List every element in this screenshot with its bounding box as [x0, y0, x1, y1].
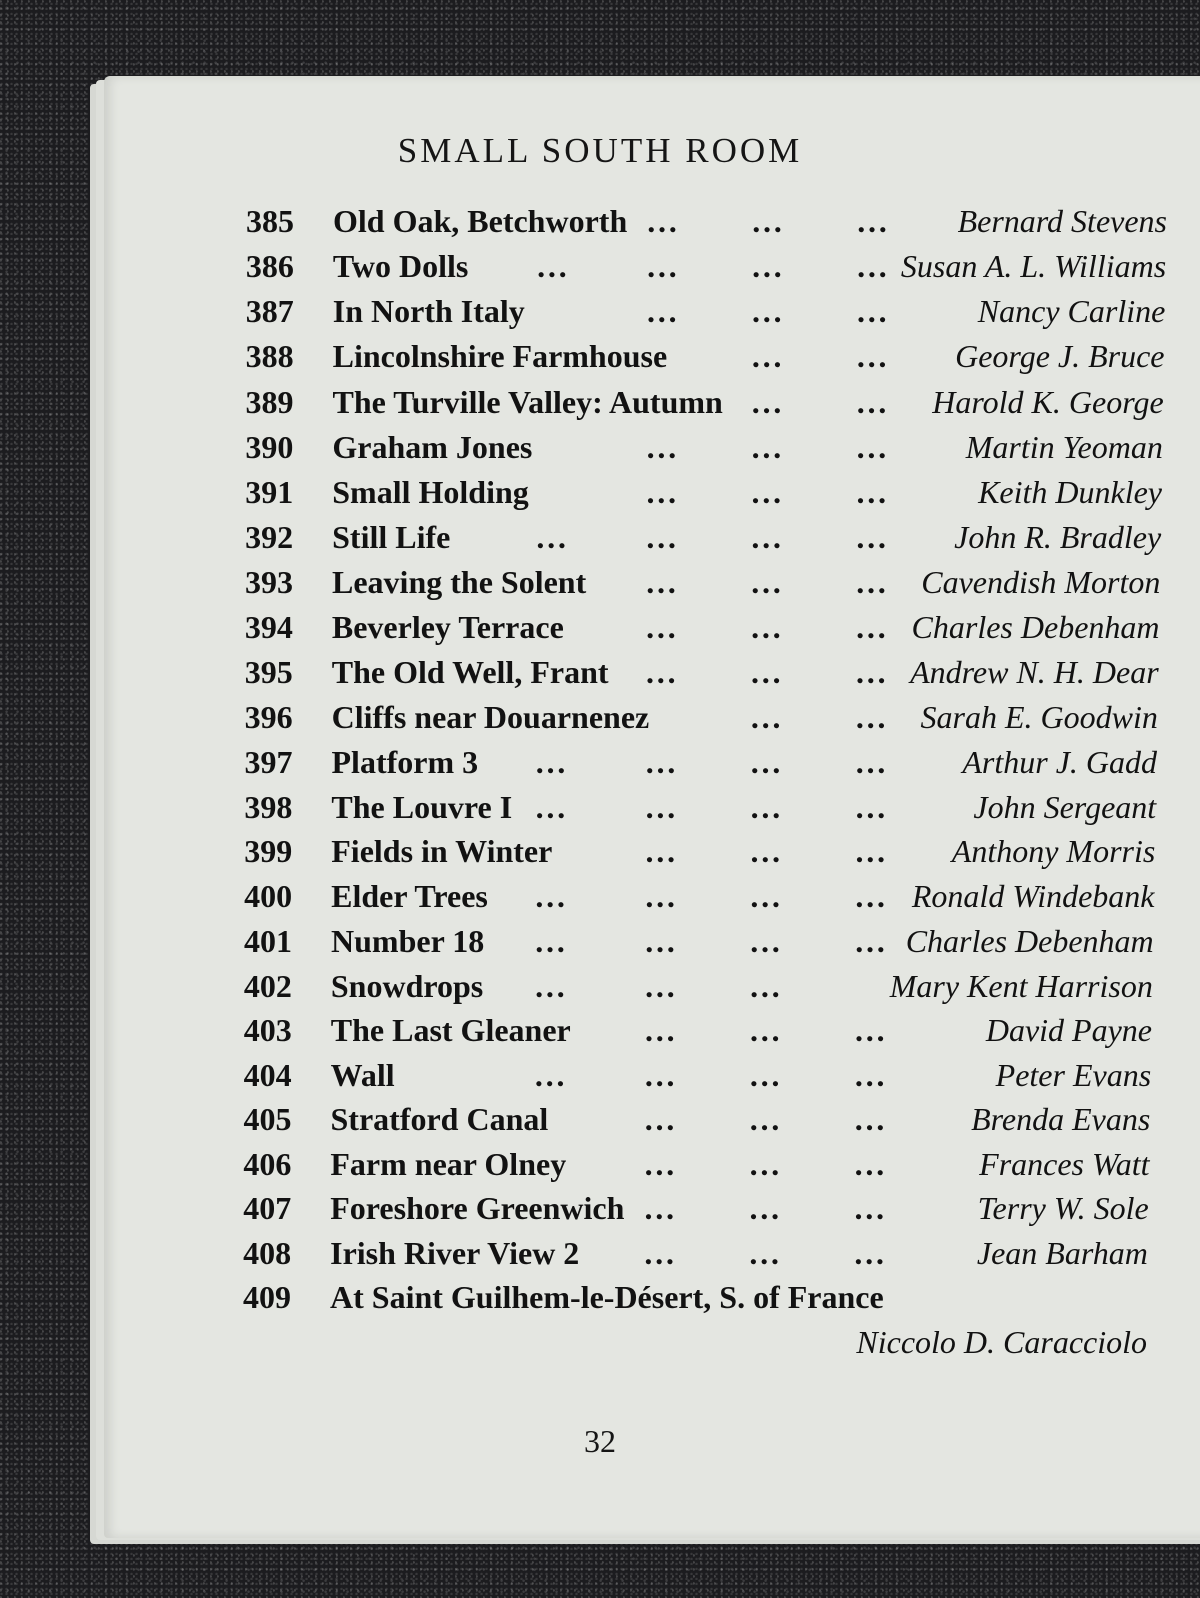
- catalogue-entry: [244, 1012, 1152, 1056]
- catalogue-entry: [244, 878, 1154, 922]
- catalogue-entry: [243, 1190, 1148, 1234]
- catalogue-entry: [246, 248, 1166, 292]
- entry-number: 398: [244, 789, 293, 825]
- catalogue-entry: [245, 429, 1162, 473]
- entry-artist: Mary Kent Harrison: [889, 968, 1153, 1004]
- leader-dot: …: [750, 519, 784, 555]
- entry-artist: Brenda Evans: [971, 1101, 1151, 1137]
- entry-number: 407: [243, 1190, 292, 1226]
- entry-title: Elder Trees: [331, 878, 488, 914]
- leader-dot: …: [645, 519, 679, 555]
- catalogue-entry: [244, 789, 1156, 833]
- catalogue-entry: [245, 654, 1159, 698]
- leader-dot: …: [645, 429, 679, 465]
- entry-artist: John Sergeant: [973, 789, 1157, 825]
- leader-dot: …: [854, 833, 888, 869]
- leader-dot: …: [643, 1146, 677, 1182]
- leader-dot: …: [644, 609, 678, 645]
- leader-dot: …: [644, 923, 677, 959]
- leader-dot: …: [749, 699, 783, 735]
- leader-dot: …: [855, 248, 889, 284]
- entry-title: Lincolnshire Farmhouse: [332, 338, 668, 374]
- leader-dot: …: [750, 293, 784, 329]
- catalogue-entry: [246, 338, 1165, 382]
- leader-dot: …: [646, 203, 679, 239]
- entry-number: 396: [244, 699, 293, 735]
- entry-artist: Cavendish Morton: [921, 564, 1161, 600]
- catalogue-entry: [244, 1101, 1151, 1145]
- catalogue-entry: [243, 1235, 1148, 1279]
- entry-artist: Nancy Carline: [977, 293, 1166, 329]
- leader-dot: …: [855, 338, 889, 374]
- room-heading: SMALL SOUTH ROOM: [397, 131, 803, 170]
- entry-artist: Charles Debenham: [905, 923, 1154, 959]
- entry-title: Old Oak, Betchworth: [333, 203, 628, 239]
- leader-dot: …: [855, 519, 889, 555]
- catalogue-entry: [245, 744, 1158, 788]
- leader-dot: …: [749, 789, 783, 825]
- entry-number: 406: [243, 1146, 292, 1182]
- leader-dot: …: [749, 744, 783, 780]
- entry-number: 409: [243, 1279, 291, 1315]
- leader-dot: …: [534, 744, 568, 780]
- leader-dot: …: [644, 878, 678, 914]
- leader-dot: …: [853, 1235, 887, 1271]
- catalogue-entry: [243, 1146, 1149, 1190]
- entry-title: Beverley Terrace: [331, 609, 564, 645]
- leader-dot: …: [748, 1235, 782, 1271]
- entry-title: Two Dolls: [332, 248, 469, 284]
- entry-number: 391: [245, 474, 294, 510]
- entry-artist: John R. Bradley: [954, 519, 1162, 555]
- entry-title: At Saint Guilhem-le-Désert, S. of France: [330, 1279, 884, 1315]
- leader-dot: …: [853, 1190, 887, 1226]
- entry-title: Graham Jones: [332, 429, 533, 465]
- leader-dot: …: [644, 654, 678, 690]
- entry-number: 389: [245, 384, 294, 420]
- leader-dot: …: [750, 338, 784, 374]
- catalogue-entry: [246, 384, 1164, 428]
- leader-dot: …: [748, 968, 782, 1004]
- leader-dot: …: [750, 474, 784, 510]
- leader-dot: …: [750, 248, 784, 284]
- leader-dot: …: [853, 1012, 887, 1048]
- leader-dot: …: [855, 293, 889, 329]
- entry-number: 405: [243, 1101, 292, 1137]
- leader-dot: …: [645, 564, 678, 600]
- entry-artist: Niccolo D. Caracciolo: [856, 1324, 1147, 1360]
- entry-number: 408: [243, 1235, 292, 1271]
- entry-number: 400: [244, 878, 293, 914]
- entry-title: In North Italy: [332, 293, 525, 329]
- entry-artist: David Payne: [985, 1012, 1152, 1048]
- entry-number: 402: [243, 968, 292, 1004]
- catalogue-entry: [246, 293, 1166, 337]
- leader-dot: …: [643, 1101, 677, 1137]
- entry-number: 386: [245, 248, 294, 284]
- entry-title: Fields in Winter: [331, 833, 553, 869]
- entry-title: Stratford Canal: [330, 1101, 549, 1137]
- entry-title: Leaving the Solent: [332, 564, 587, 600]
- leader-dot: …: [751, 203, 784, 239]
- entry-artist: Harold K. George: [932, 384, 1164, 420]
- leader-dot: …: [643, 1057, 677, 1093]
- entry-artist: Charles Debenham: [911, 609, 1160, 645]
- catalogue-entry: [245, 699, 1158, 743]
- catalogue-entry: [245, 564, 1160, 608]
- catalogue-entry: [246, 203, 1167, 247]
- entry-title: The Old Well, Frant: [331, 654, 609, 690]
- leader-dot: …: [533, 1057, 567, 1093]
- catalogue-entry: [244, 833, 1155, 877]
- leader-dot: …: [855, 474, 889, 510]
- leader-dot: …: [855, 564, 888, 600]
- leader-dot: …: [855, 384, 889, 420]
- entry-number: 394: [244, 609, 293, 645]
- entry-artist: Martin Yeoman: [965, 429, 1163, 465]
- catalogue-entry: [245, 519, 1161, 563]
- leader-dot: …: [645, 474, 679, 510]
- leader-dot: …: [534, 789, 568, 825]
- catalogue-entry: [244, 968, 1153, 1012]
- entry-title: Wall: [330, 1057, 395, 1093]
- leader-dot: …: [643, 1012, 677, 1048]
- entry-title: The Turville Valley: Autumn: [332, 384, 723, 420]
- catalogue-entry: [244, 1057, 1152, 1101]
- leader-dot: …: [853, 1146, 887, 1182]
- leader-dot: …: [854, 923, 887, 959]
- entry-number: 387: [245, 293, 294, 329]
- leader-dot: …: [534, 878, 568, 914]
- entry-artist: Frances Watt: [979, 1146, 1150, 1182]
- entry-artist: Andrew N. H. Dear: [910, 654, 1159, 690]
- leader-dot: …: [644, 833, 678, 869]
- leader-dot: …: [643, 1235, 677, 1271]
- leader-dot: …: [854, 878, 888, 914]
- leader-dot: …: [853, 1101, 887, 1137]
- entry-artist: Jean Barham: [976, 1235, 1148, 1271]
- leader-dot: …: [644, 789, 678, 825]
- entry-title: Number 18: [331, 923, 485, 959]
- catalogue-entry: [245, 609, 1160, 653]
- catalogue-entry: [245, 474, 1162, 518]
- entry-number: 388: [245, 338, 294, 374]
- entry-number: 399: [244, 833, 293, 869]
- leader-dot: …: [853, 1057, 887, 1093]
- leader-dot: …: [535, 519, 569, 555]
- entry-title: Snowdrops: [330, 968, 484, 1004]
- entry-title: Foreshore Greenwich: [330, 1190, 625, 1226]
- leader-dot: …: [750, 564, 783, 600]
- entry-number: 395: [244, 654, 293, 690]
- leader-dot: …: [748, 1012, 782, 1048]
- entry-title: Farm near Olney: [330, 1146, 567, 1182]
- entry-title: The Last Gleaner: [330, 1012, 571, 1048]
- entry-title: Small Holding: [332, 474, 529, 510]
- entry-number: 403: [243, 1012, 292, 1048]
- entry-number: 385: [246, 203, 294, 239]
- entry-title: Still Life: [332, 519, 451, 555]
- catalogue-entry: [243, 1279, 1147, 1360]
- entry-title: Irish River View 2: [330, 1235, 580, 1271]
- entry-title: The Louvre I: [331, 789, 513, 825]
- leader-dot: …: [645, 293, 679, 329]
- entry-artist: Bernard Stevens: [957, 203, 1167, 239]
- leader-dot: …: [856, 203, 889, 239]
- leader-dot: …: [750, 384, 784, 420]
- leader-dot: …: [749, 609, 783, 645]
- leader-dot: …: [748, 1101, 782, 1137]
- entry-artist: Ronald Windebank: [911, 878, 1155, 914]
- leader-dot: …: [749, 833, 783, 869]
- leader-dot: …: [854, 699, 888, 735]
- entry-artist: Terry W. Sole: [977, 1190, 1149, 1226]
- entry-artist: Sarah E. Goodwin: [920, 699, 1158, 735]
- entry-number: 393: [245, 564, 293, 600]
- leader-dot: …: [749, 878, 783, 914]
- entry-artist: Peter Evans: [995, 1057, 1152, 1093]
- entry-artist: Keith Dunkley: [978, 474, 1162, 510]
- entry-artist: Susan A. L. Williams: [900, 248, 1167, 284]
- leader-dot: …: [535, 248, 569, 284]
- catalogue-entry: [244, 923, 1154, 967]
- entry-number: 401: [244, 923, 292, 959]
- leader-dot: …: [643, 1190, 677, 1226]
- entry-title: Platform 3: [331, 744, 479, 780]
- leader-dot: …: [854, 744, 888, 780]
- leader-dot: …: [533, 968, 567, 1004]
- entry-number: 397: [244, 744, 293, 780]
- leader-dot: …: [854, 609, 888, 645]
- leader-dot: …: [645, 248, 679, 284]
- leader-dot: …: [748, 1190, 782, 1226]
- page-number: 32: [584, 1423, 616, 1459]
- entry-artist: Arthur J. Gadd: [962, 744, 1157, 780]
- leader-dot: …: [749, 654, 783, 690]
- leader-dot: …: [643, 968, 677, 1004]
- leader-dot: …: [749, 923, 782, 959]
- leader-dot: …: [854, 654, 888, 690]
- leader-dot: …: [534, 923, 567, 959]
- leader-dot: …: [750, 429, 784, 465]
- leader-dot: …: [748, 1057, 782, 1093]
- leader-dot: …: [644, 744, 678, 780]
- entry-number: 390: [245, 429, 294, 465]
- leader-dot: …: [855, 429, 889, 465]
- entry-artist: Anthony Morris: [951, 833, 1156, 869]
- entry-artist: George J. Bruce: [955, 338, 1165, 374]
- entry-number: 404: [243, 1057, 292, 1093]
- entry-number: 392: [245, 519, 294, 555]
- entry-title: Cliffs near Douarnenez: [331, 699, 650, 735]
- leader-dot: …: [748, 1146, 782, 1182]
- leader-dot: …: [854, 789, 888, 825]
